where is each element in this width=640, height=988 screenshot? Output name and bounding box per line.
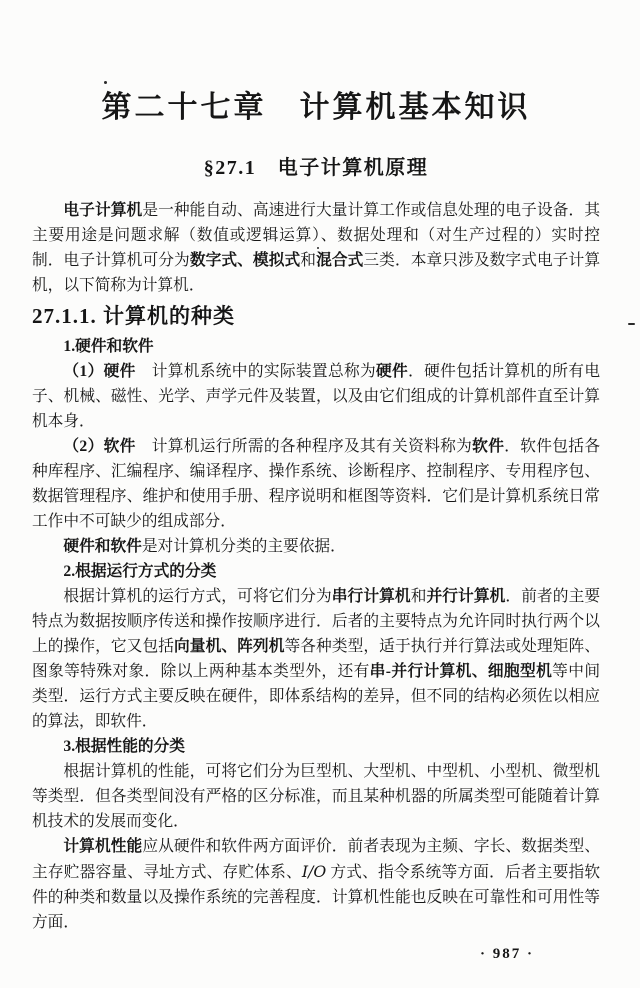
text-segment: （2）软件 [63, 438, 136, 455]
text-segment: 串行计算机 [331, 588, 411, 605]
text-segment: 等各种类型，适于执行并行算法或处理矩阵、图象等特殊对象．除以上两种基本类型外，还有 [32, 638, 601, 680]
text-segment: 并行计算机 [426, 588, 506, 605]
text-segment: 2.根据运行方式的分类 [63, 563, 217, 580]
text-segment: 根据计算机的运行方式，可将它们分为 [63, 588, 332, 605]
scan-speck [104, 81, 107, 84]
hardware-paragraph [32, 359, 600, 434]
text-segment: 27.1.1. 计算机的种类 [32, 304, 235, 328]
operation-mode-paragraph [32, 584, 600, 734]
text-segment: 计算机系统中的实际装置总称为 [135, 363, 377, 380]
text-segment: （1）硬件 [63, 363, 136, 380]
text-segment: 向量机、阵列机 [174, 638, 285, 655]
text-segment: 计算机运行所需的各种程序及其有关资料称为 [135, 438, 473, 455]
text-segment: 根据计算机的性能，可将它们分为巨型机、大型机、中型机、小型机、微型机等类型．但各类型间没有严格的区分标准，而且某种机器的所属类型可能随着计算机技术的发展而变化． [32, 763, 600, 830]
list-heading-by-performance [32, 734, 600, 759]
text-segment: I/O [301, 862, 327, 881]
performance-evaluation-paragraph [32, 834, 600, 935]
text-segment: ．前者的主要特点为数据按顺序传送和操作按顺序进行．后者的主要特点为允许同时执行两个以上的操作，它又包括 [32, 588, 601, 655]
text-segment: 串-并行计算机、细胞型机 [369, 663, 553, 680]
page-number: · 987 · [480, 946, 535, 962]
text-segment: 应从硬件和软件两方面评价．前者表现为主频、字长、数据类型、主存贮器容量、寻址方式、存贮体系、 [32, 838, 601, 881]
text-segment: 等中间类型．运行方式主要反映在硬件，即体系结构的差异，但不同的结构必须佐以相应的算法，即软件． [32, 663, 601, 730]
text-segment: 是对计算机分类的主要依据． [141, 538, 346, 555]
text-segment: 软件 [472, 438, 505, 455]
text-segment: 3.根据性能的分类 [63, 738, 185, 755]
text-segment: 硬件和软件 [63, 538, 142, 555]
subsection-heading-27-1-1 [32, 301, 600, 331]
performance-types-paragraph [32, 759, 600, 834]
text-segment: 是一种能自动、高速进行大量计算工作或信息处理的电子设备．其主要用途是问题求解（数值或逻辑运算）、数据处理和（对生产过程的）实时控制．电子计算机可分为 [32, 202, 601, 269]
text-segment: 电子计算机 [63, 202, 143, 219]
text-segment: 混合式 [316, 252, 364, 269]
section-heading: §27.1 电子计算机原理 [203, 157, 429, 179]
text-segment: ．软件包括各种库程序、汇编程序、编译程序、操作系统、诊断程序、控制程序、专用程序包、数据管理程序、维护和使用手册、程序说明和框图等资料．它们是计算机系统日常工作中不可缺少的组成部分． [32, 438, 601, 530]
chapter-title: 第二十七章 计算机基本知识 [101, 91, 531, 124]
text-segment: 硬件 [376, 363, 409, 380]
scan-speck [628, 323, 635, 325]
text-segment: 数字式、模拟式 [189, 252, 301, 269]
list-heading-hardware-and-software [32, 334, 600, 359]
document-body [32, 198, 600, 935]
text-segment: 三类．本章只涉及数字式电子计算机，以下简称为计算机． [32, 252, 601, 294]
software-paragraph [32, 434, 600, 534]
list-heading-by-operation-mode [32, 559, 600, 584]
scan-speck [317, 247, 319, 249]
text-segment: 和 [300, 252, 317, 269]
text-segment: ．硬件包括计算机的所有电子、机械、磁性、光学、声学元件及装置，以及由它们组成的计算机部件直至计算机本身． [32, 363, 601, 430]
text-segment: 1.硬件和软件 [63, 338, 154, 355]
text-segment: 计算机性能 [63, 838, 143, 855]
text-segment: 方式、指令系统等方面．后者主要指软件的种类和数量以及操作系统的完善程度．计算机性能也反映在可靠性和可用性等方面． [32, 864, 601, 931]
classification-basis-line [32, 534, 600, 559]
text-segment: 和 [410, 588, 427, 605]
intro-paragraph [32, 198, 600, 298]
